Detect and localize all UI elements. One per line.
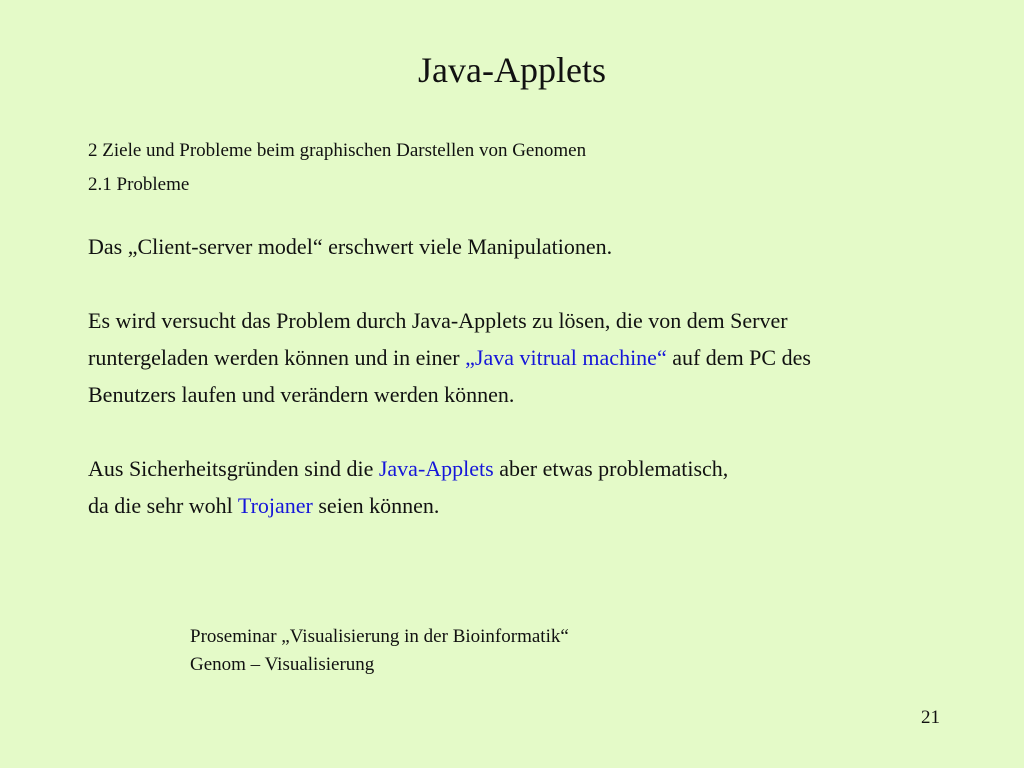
footer-topic: Genom – Visualisierung [190,654,375,675]
spacer [88,413,968,450]
subsection-heading: 2.1 Probleme [88,174,190,195]
trojaner-highlight: Trojaner [237,493,313,518]
paragraph-java-applets [88,302,968,413]
java-applets-highlight: Java-Applets [378,456,494,481]
slide-body [88,228,968,524]
paragraph3-line1-before: Aus Sicherheitsgründen sind die [88,456,379,481]
paragraph3-line1 [88,450,968,487]
section-heading: 2 Ziele und Probleme beim graphischen Darstellen von Genomen [88,140,587,161]
paragraph3-line2-before: da die sehr wohl [88,493,238,518]
section-headings [88,134,948,202]
paragraph2-line2-before: runtergeladen werden können und in einer [88,345,466,370]
paragraph-client-server: Das „Client-server model“ erschwert viele Manipulationen. [88,234,613,259]
paragraph3-line2-after: seien können. [312,493,440,518]
paragraph2-line3: Benutzers laufen und verändern werden können. [88,382,515,407]
paragraph3-line1-after: aber etwas problematisch, [493,456,729,481]
jvm-highlight: „Java vitrual machine“ [465,345,667,370]
slide-footer [190,623,790,679]
paragraph2-line1: Es wird versucht das Problem durch Java-Applets zu lösen, die von dem Server [88,308,788,333]
page-number: 21 [921,707,940,728]
paragraph2-line2 [88,339,968,376]
slide-title: Java-Applets [418,50,606,90]
paragraph-security [88,450,968,524]
footer-course: Proseminar „Visualisierung in der Bioinformatik“ [190,626,569,647]
spacer [88,265,968,302]
paragraph3-line2 [88,487,968,524]
paragraph2-line2-after: auf dem PC des [666,345,811,370]
